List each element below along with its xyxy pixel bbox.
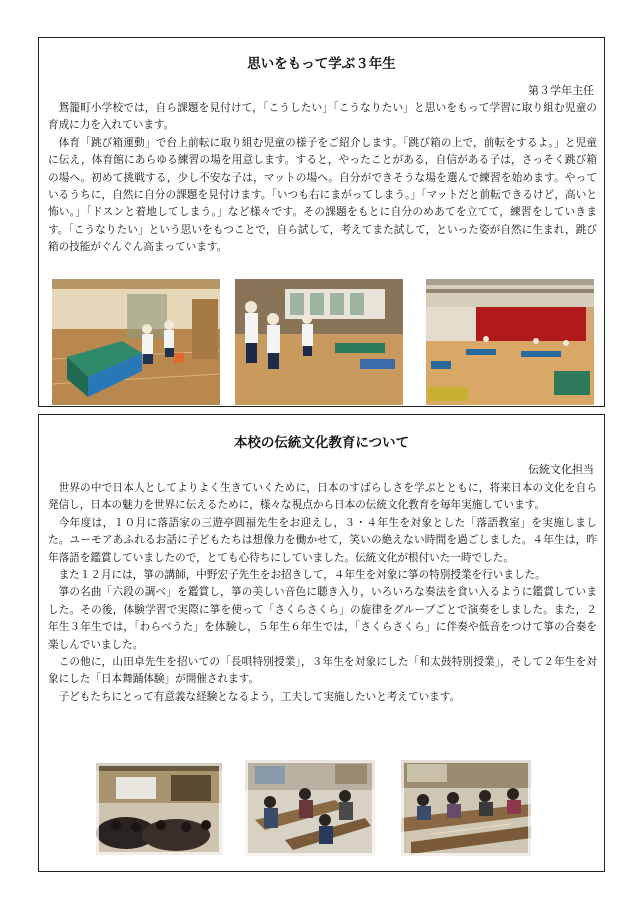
section-2-paragraph: 箏の名曲「六段の調べ」を鑑賞し，箏の美しい音色に聴き入り，いろいろな奏法を食い入るように鑑賞していました。その後，体験学習で実際に箏を使って「さくらさくら」の旋律をグループごとで演奏をしました。また，２年生３年生では，「わらべうた」を体験し，５年生６年生では，「さくらさくら」に伴奏や低音をつけて箏の合奏を楽しんでいました。 xyxy=(48,586,597,651)
photo-koto-lesson xyxy=(245,760,375,856)
section-2-title: 本校の伝統文化教育について xyxy=(233,435,410,451)
section-2-paragraph: 子どもたちにとって有意義な経験となるよう，工夫して実施したいと考えています。 xyxy=(58,690,461,703)
section-box-1 xyxy=(38,37,605,407)
photo-children-in-gym xyxy=(235,279,403,405)
section-2-paragraph: この他に，山田卓先生を招いての「長唄特別授業」，３年生を対象にした「和太鼓特別授業」，そして２年生を対象にした「日本舞踊体験」が開催されます。 xyxy=(48,656,597,686)
section-1-paragraph: 体育「跳び箱運動」で台上前転に取り組む児童の様子をご紹介します。「跳び箱の上で，前転をするよ。」と児童に伝え，体育館にあらゆる練習の場を用意します。すると，やったことがある，自信がある子は，さっそく跳び箱の場へ。初めて挑戦する，少し不安な子は，マットの場へ。自分ができそうな場を選んで練習を始めます。やっているうちに，自然に自分の課題を見付けます。「いつも右にまがってしまう。」「マットだと前転できるけど，高いと怖い。」「ドスンと着地してしまう。」など様々です。その課題をもとに自分のめあてを立てて，練習をしていきます。「こうなりたい」という思いをもつことで，自ら試して，考えてまた試して，といった姿が自然に生まれ，跳び箱の技能がぐんぐん高まっています。 xyxy=(48,136,597,254)
section-2-body xyxy=(48,480,597,706)
section-1-title: 思いをもって学ぶ３年生 xyxy=(247,56,396,72)
section-1-body xyxy=(48,100,597,257)
section-2-paragraph: また１２月には，箏の講師，中野宏子先生をお招きして，４年生を対象に箏の特別授業を行いました。 xyxy=(58,569,546,582)
section-1-paragraph: 鴛籠町小学校では，自ら課題を見付けて，「こうしたい」「こうなりたい」と思いをもって学習に取り組む児童の育成に力を入れています。 xyxy=(48,102,597,132)
section-2-paragraph: 世界の中で日本人としてよりよく生きていくために，日本のすばらしさを学ぶとともに，将来日本の文化を自ら発信し，日本の魅力を世界に伝えるために，様々な視点から日本の伝統文化教育を毎年実施しています。 xyxy=(48,482,597,512)
photo-gym-overview xyxy=(426,279,594,405)
section-2-paragraph: 今年度は，１０月に落語家の三遊亭圓福先生をお迎えし，３・４年生を対象とした「落語教室」を実施しました。ユーモアあふれるお話に子どもたちは想像力を働かせて，笑いの絶えない時間を過ごしました。４年生は，昨年落語を鑑賞していましたので，とても心待ちにしていました。伝統文化が根付いた一時でした。 xyxy=(48,516,597,564)
photo-rakugo-class xyxy=(96,763,222,855)
section-box-2 xyxy=(38,414,605,872)
photo-vaulting-box-practice xyxy=(52,279,220,405)
section-2-author: 伝統文化担当 xyxy=(528,463,594,476)
photo-koto-ensemble xyxy=(401,760,531,856)
section-1-author: 第３学年主任 xyxy=(528,84,594,97)
